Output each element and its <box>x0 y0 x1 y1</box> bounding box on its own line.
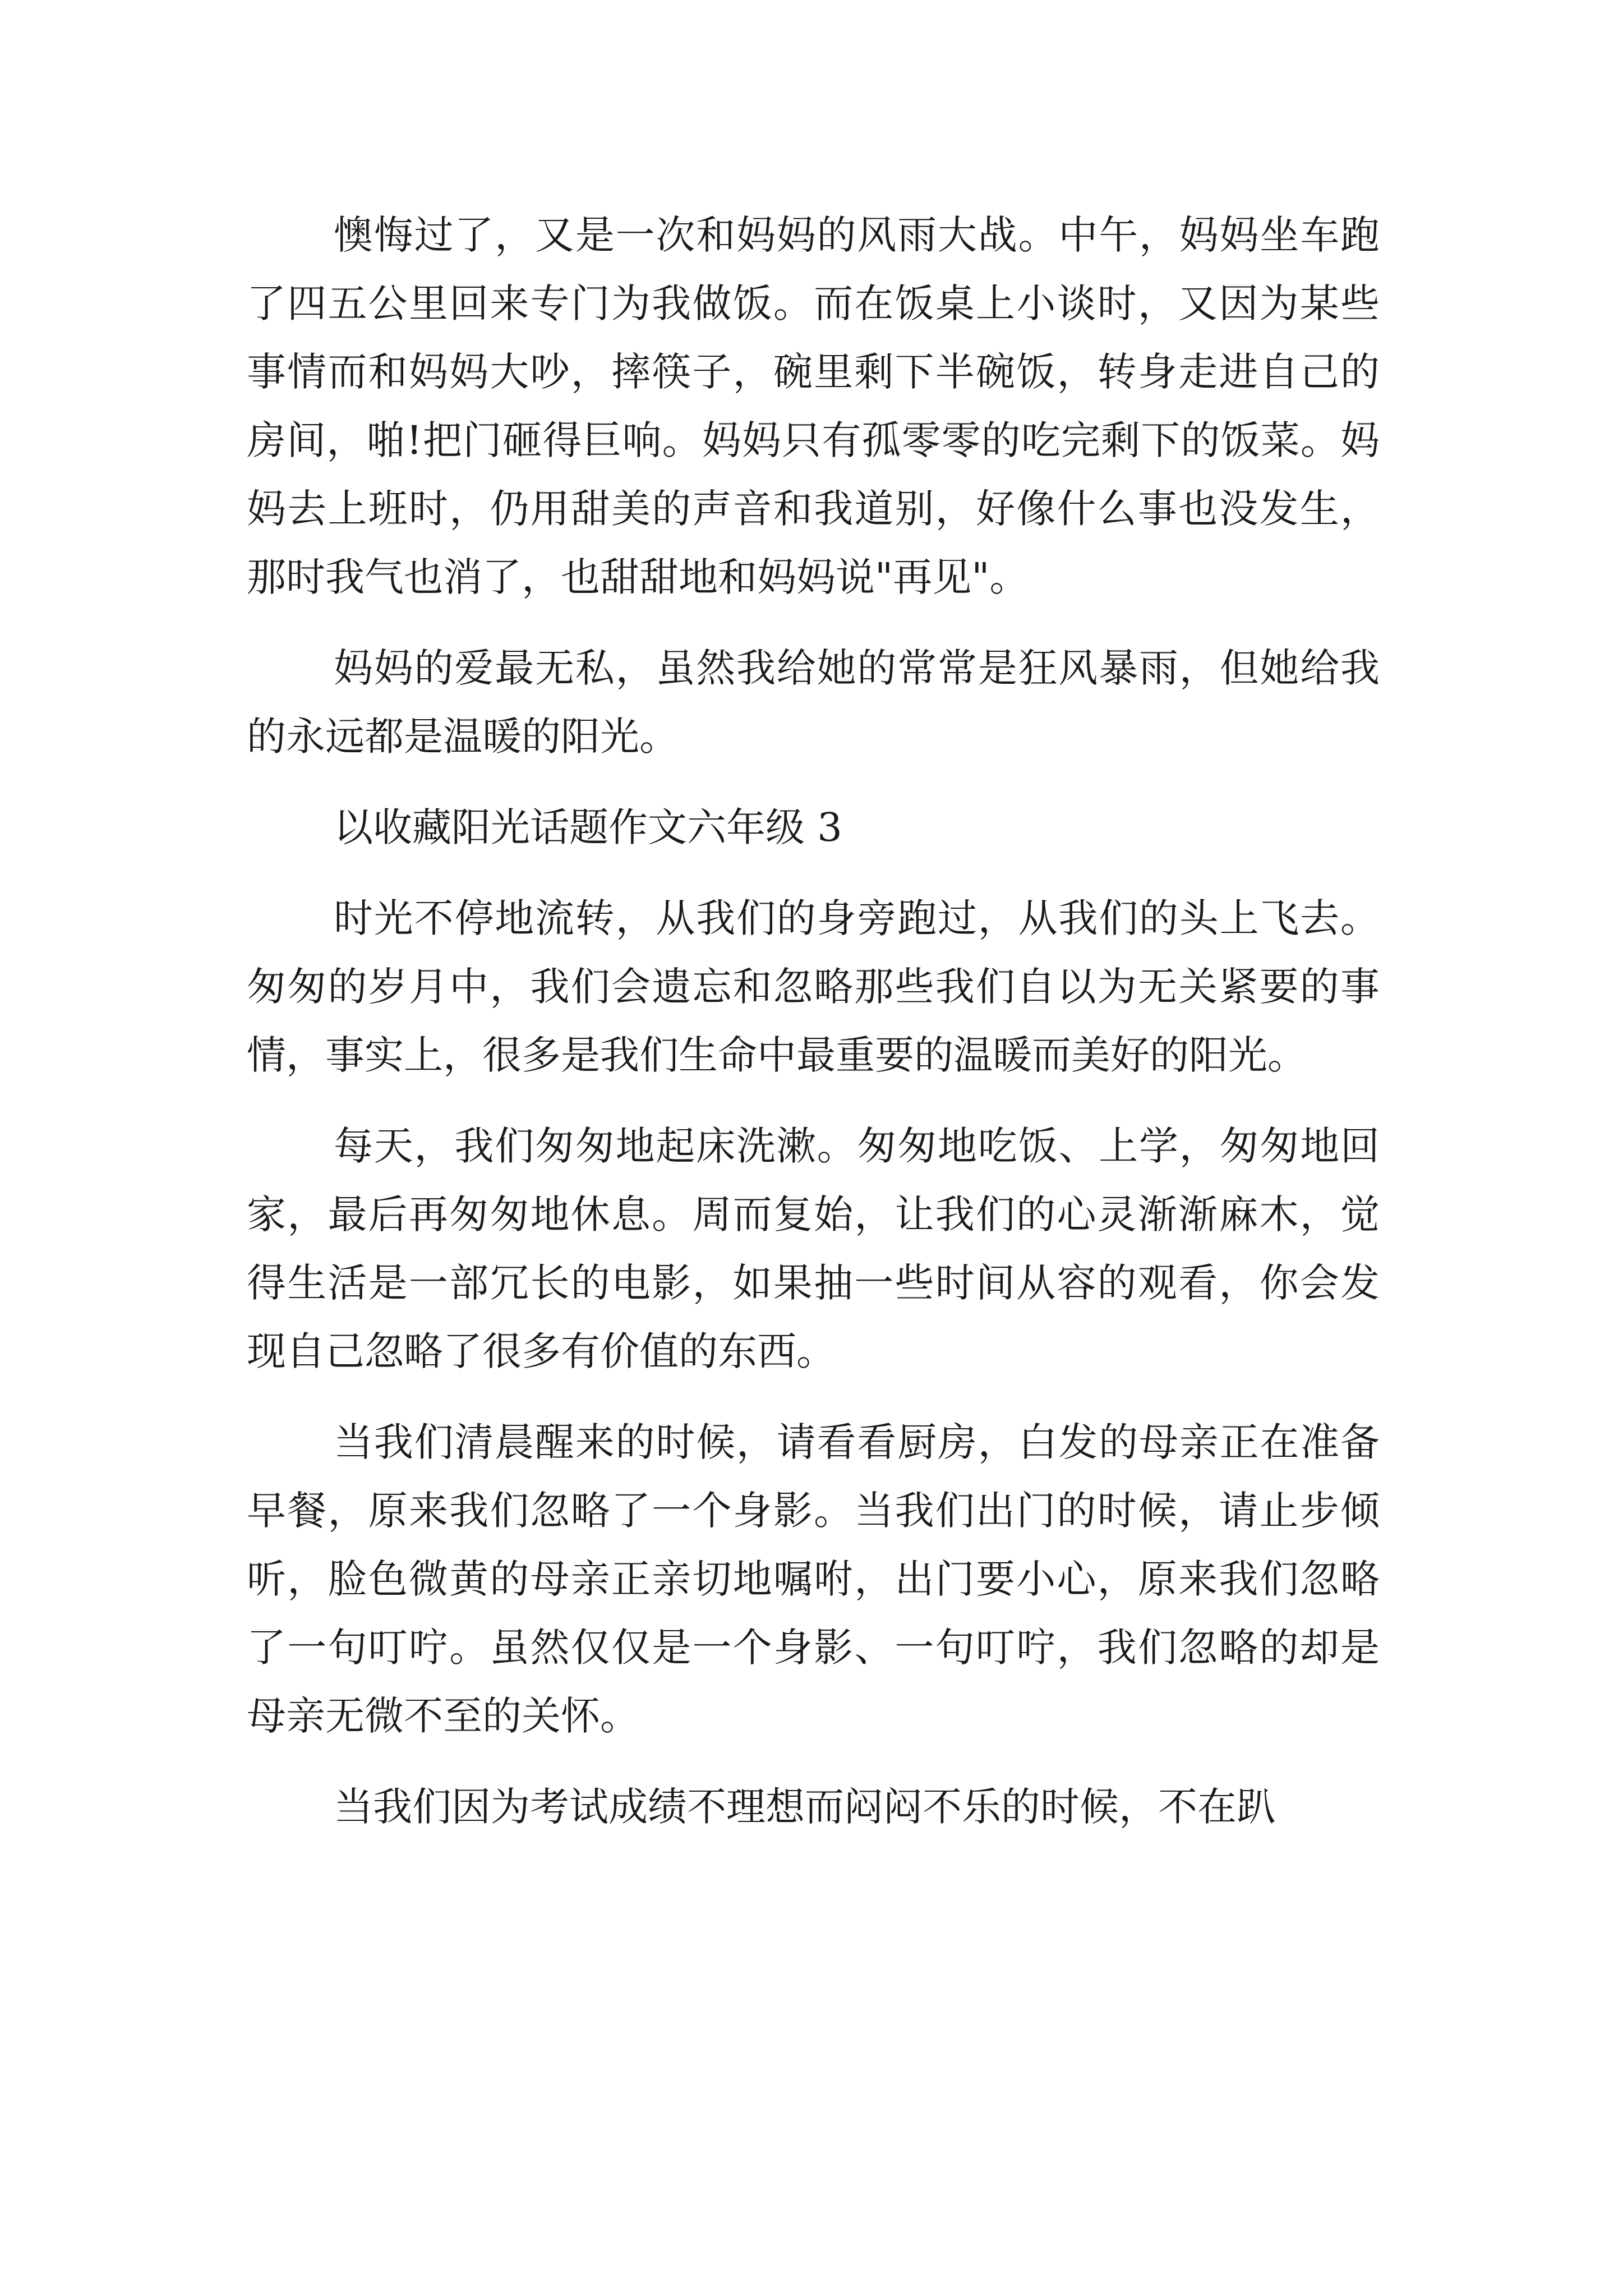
paragraph-1: 懊悔过了，又是一次和妈妈的风雨大战。中午，妈妈坐车跑了四五公里回来专门为我做饭。而在饭桌上小谈时，又因为某些事情而和妈妈大吵，摔筷子，碗里剩下半碗饭，转身走进自己的房间，啪!把门砸得巨响。妈妈只有孤零零的吃完剩下的饭菜。妈妈去上班时，仍用甜美的声音和我道别，好像什么事也没发生，那时我气也消了，也甜甜地和妈妈说"再见"。 <box>247 212 1380 600</box>
paragraph-2: 妈妈的爱最无私，虽然我给她的常常是狂风暴雨，但她给我的永远都是温暖的阳光。 <box>247 645 1380 760</box>
paragraph-3: 时光不停地流转，从我们的身旁跑过，从我们的头上飞去。匆匆的岁月中，我们会遗忘和忽略那些我们自以为无关紧要的事情，事实上，很多是我们生命中最重要的温暖而美好的阳光。 <box>247 895 1380 1078</box>
paragraph-5: 当我们清晨醒来的时候，请看看厨房，白发的母亲正在准备早餐，原来我们忽略了一个身影。当我们出门的时候，请止步倾听，脸色微黄的母亲正亲切地嘱咐，出门要小心，原来我们忽略了一句叮咛。虽然仅仅是一个身影、一句叮咛，我们忽略的却是母亲无微不至的关怀。 <box>247 1419 1380 1739</box>
document-body <box>247 201 1380 1864</box>
section-title: 以收藏阳光话题作文六年级 3 <box>334 804 842 850</box>
paragraph-4: 每天，我们匆匆地起床洗漱。匆匆地吃饭、上学，匆匆地回家，最后再匆匆地休息。周而复始，让我们的心灵渐渐麻木，觉得生活是一部冗长的电影，如果抽一些时间从容的观看，你会发现自己忽略了很多有价值的东西。 <box>247 1123 1380 1374</box>
paragraph-6: 当我们因为考试成绩不理想而闷闷不乐的时候，不在趴 <box>334 1784 1276 1830</box>
